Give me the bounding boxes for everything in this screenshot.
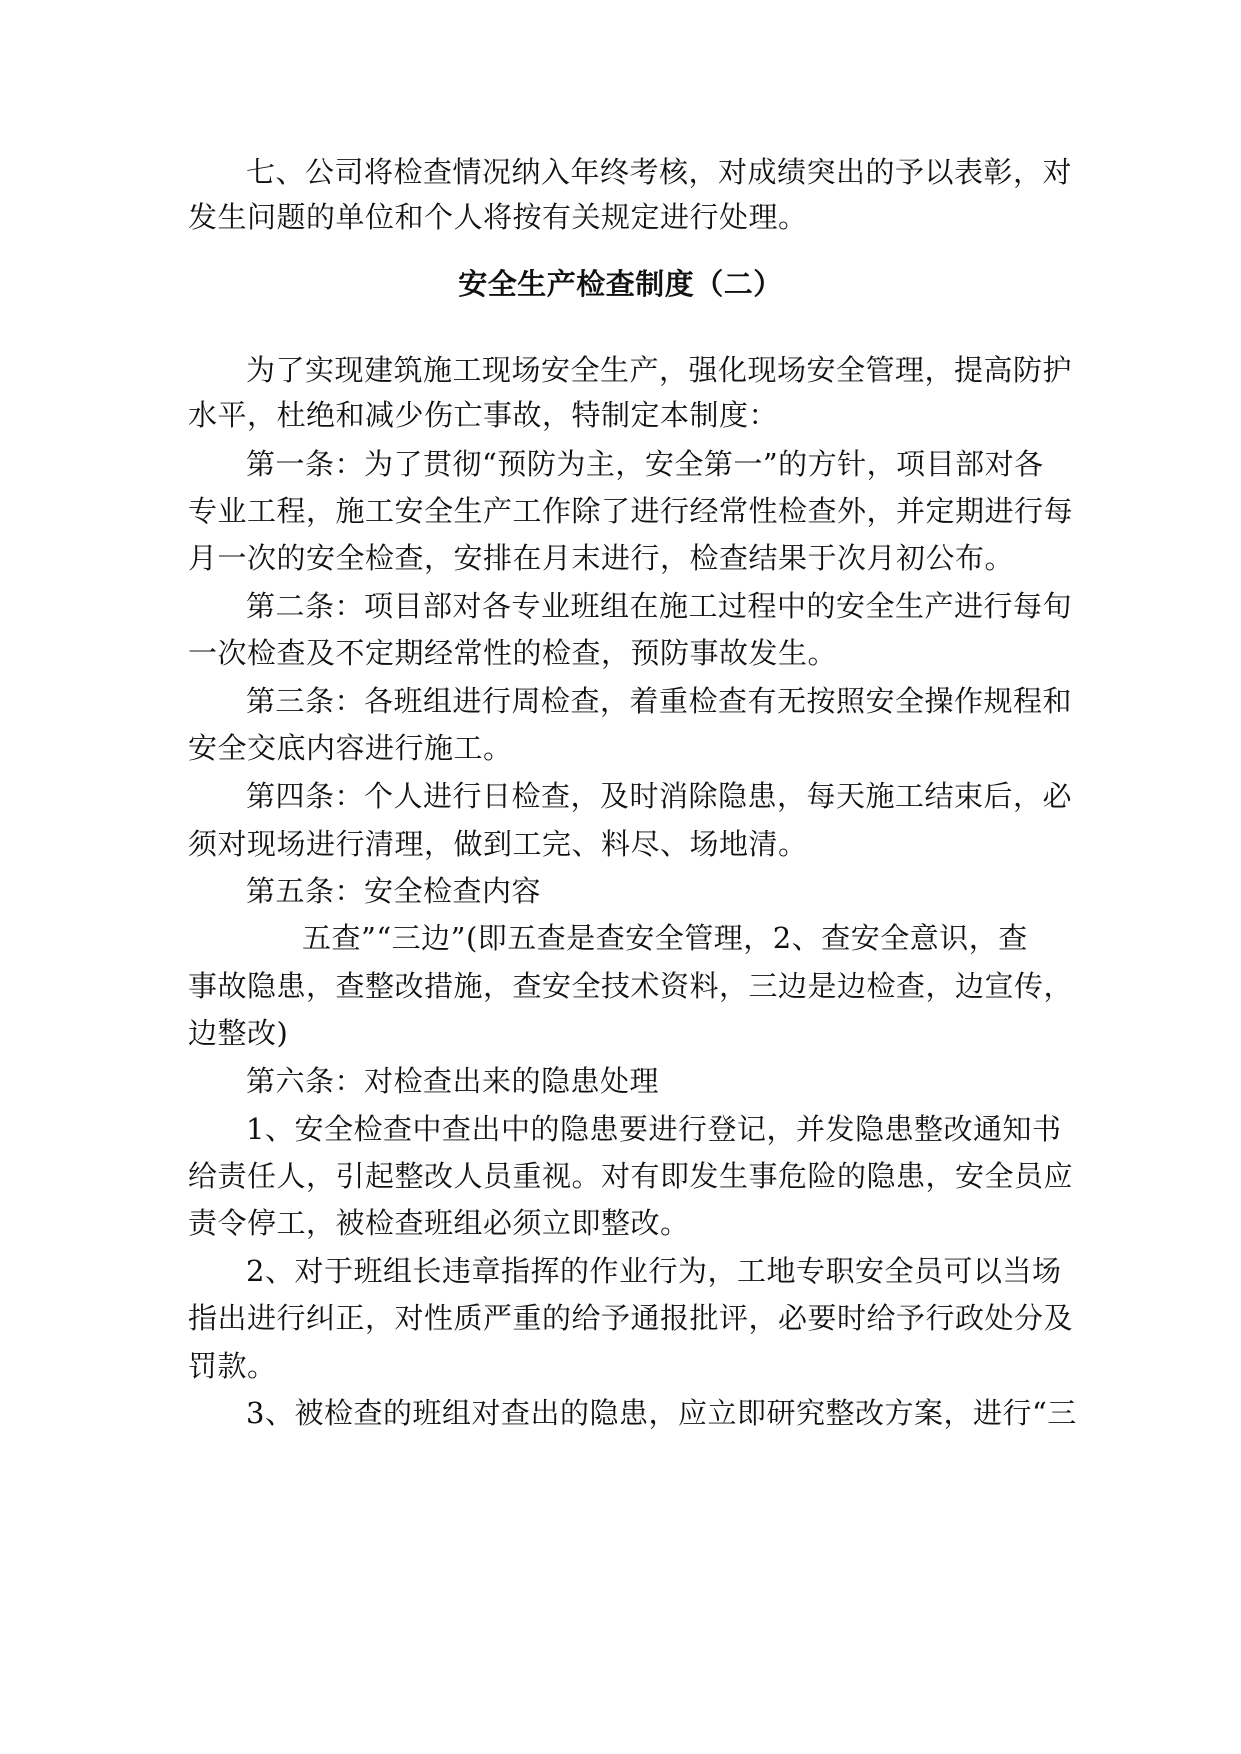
item-one-line-2: 给责任人，引起整改人员重视。对有即发生事危险的隐患，安全员应 (188, 1159, 1074, 1193)
article-three-line-1: 第三条：各班组进行周检查，着重检查有无按照安全操作规程和 (246, 684, 1073, 718)
article-four-line-2: 须对现场进行清理，做到工完、料尽、场地清。 (188, 827, 808, 861)
item-two-line-3: 罚款。 (188, 1349, 277, 1383)
item-three-line-1: 3、被检查的班组对查出的隐患，应立即研究整改方案，进行“三 (246, 1396, 1077, 1430)
article-three-line-2: 安全交底内容进行施工。 (188, 731, 513, 765)
article-six-heading: 第六条：对检查出来的隐患处理 (246, 1064, 660, 1098)
article-five-content-line-2: 事故隐患，查整改措施，查安全技术资料，三边是边检查，边宣传， (188, 969, 1074, 1003)
article-four-line-1: 第四条：个人进行日检查，及时消除隐患，每天施工结束后，必 (246, 779, 1073, 813)
article-five-heading: 第五条：安全检查内容 (246, 874, 542, 908)
article-one-line-1: 第一条：为了贯彻“预防为主，安全第一”的方针，项目部对各 (246, 447, 1044, 481)
article-two-line-1: 第二条：项目部对各专业班组在施工过程中的安全生产进行每旬 (246, 589, 1073, 623)
body-line-1: 为了实现建筑施工现场安全生产，强化现场安全管理，提高防护 (246, 353, 1073, 387)
article-one-line-2: 专业工程，施工安全生产工作除了进行经常性检查外，并定期进行每 (188, 494, 1074, 528)
article-one-line-3: 月一次的安全检查，安排在月末进行，检查结果于次月初公布。 (188, 541, 1015, 575)
item-one-line-3: 责令停工，被检查班组必须立即整改。 (188, 1206, 690, 1240)
article-two-line-2: 一次检查及不定期经常性的检查，预防事故发生。 (188, 636, 838, 670)
article-five-content-line-3: 边整改) (188, 1016, 289, 1050)
item-one-line-1: 1、安全检查中查出中的隐患要进行登记，并发隐患整改通知书 (246, 1112, 1062, 1146)
document-title: 安全生产检查制度（二） (458, 267, 783, 301)
section-seven-line-1: 七、公司将检查情况纳入年终考核，对成绩突出的予以表彰，对 (246, 155, 1073, 189)
item-two-line-2: 指出进行纠正，对性质严重的给予通报批评，必要时给予行政处分及 (188, 1301, 1074, 1335)
article-five-content-line-1: 五查”“三边”(即五查是查安全管理，2、查安全意识，查 (302, 921, 1028, 955)
section-seven-line-2: 发生问题的单位和个人将按有关规定进行处理。 (188, 200, 808, 234)
item-two-line-1: 2、对于班组长违章指挥的作业行为，工地专职安全员可以当场 (246, 1254, 1062, 1288)
body-line-2: 水平，杜绝和减少伤亡事故，特制定本制度： (188, 398, 779, 432)
